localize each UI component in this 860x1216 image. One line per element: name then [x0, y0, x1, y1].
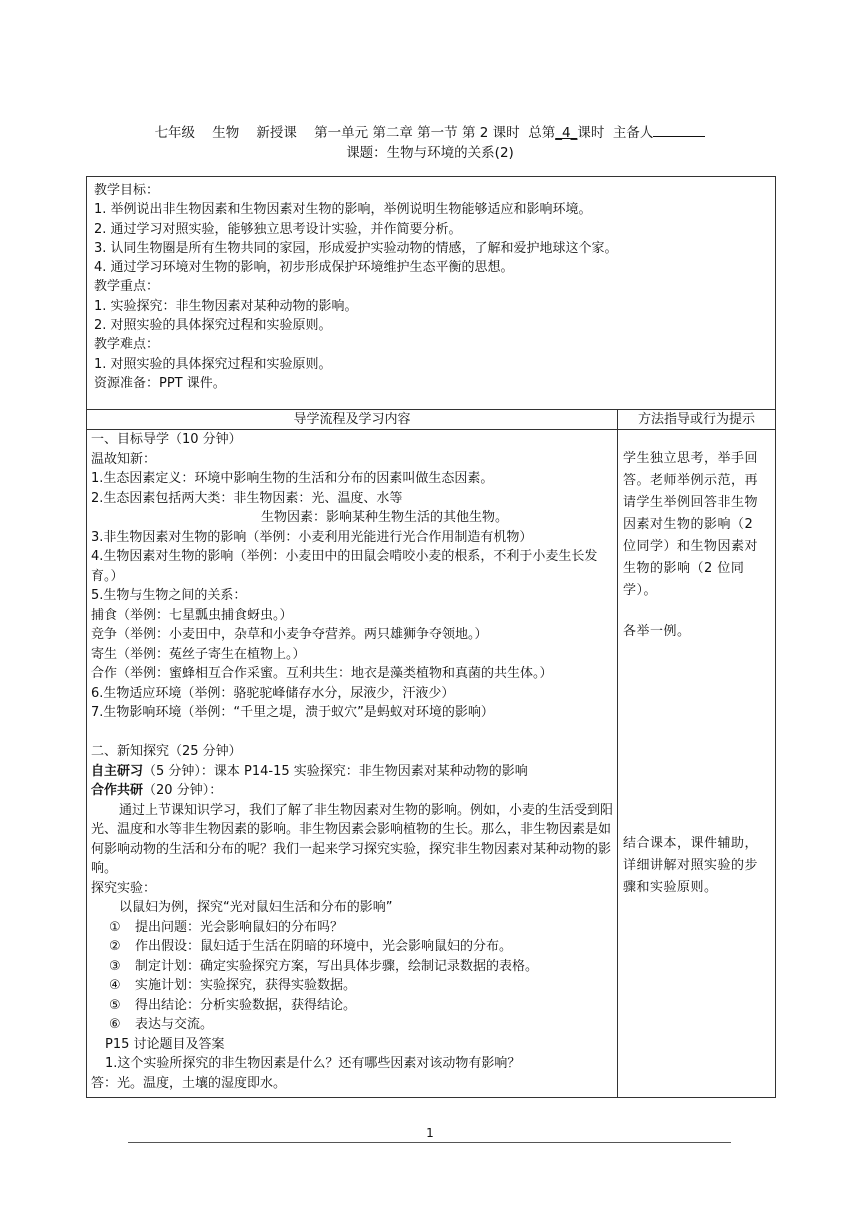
- question: 1.这个实验所探究的非生物因素是什么？还有哪些因素对该动物有影响？: [105, 1056, 521, 1071]
- difficulty-item: 1. 对照实验的具体探究过程和实验原则。: [94, 356, 332, 372]
- content-line: 3.非生物因素对生物的影响（举例：小麦利用光能进行光合作用制造有机物）: [91, 529, 533, 545]
- goals-heading: 教学目标：: [94, 183, 160, 198]
- experiment-heading: 探究实验：: [91, 880, 157, 896]
- column-header-guidance: 方法指导或行为提示: [618, 410, 775, 430]
- page-number: 1: [426, 1126, 434, 1140]
- content-cell: [87, 430, 618, 1097]
- goal-item: 2. 通过学习对照实验，能够独立思考设计实验，并作简要分析。: [94, 221, 462, 237]
- guidance-note-3: 结合课本，课件辅助，详细讲解对照实验的步骤和实验原则。: [623, 836, 759, 895]
- content-line: 1.生态因素定义：环境中影响生物的生活和分布的因素叫做生态因素。: [91, 471, 494, 486]
- experiment-step: ⑥ 表达与交流。: [109, 1017, 214, 1032]
- section2-heading: 二、新知探究（25 分钟）: [91, 744, 242, 759]
- discussion-heading: P15 讨论题目及答案: [105, 1036, 225, 1052]
- goals-cell: [87, 177, 775, 410]
- guidance-note-1: 学生独立思考，举手回答。老师举例示范，再请学生举例回答非生物因素对生物的影响（2 位同学）和生物因素对生物的影响（2 位同学）。: [623, 451, 759, 598]
- resources: 资源准备：PPT 课件。: [94, 375, 226, 391]
- spacer: [91, 723, 613, 743]
- goal-item: 1. 举例说出非生物因素和生物因素对生物的影响，举例说明生物能够适应和影响环境。: [94, 202, 592, 218]
- experiment-step: ③ 制定计划：确定实验探究方案，写出具体步骤，绘制记录数据的表格。: [109, 958, 539, 974]
- experiment-step: ⑤ 得出结论：分析实验数据，获得结论。: [109, 997, 357, 1013]
- experiment-step: ④ 实施计划：实验探究，获得实验数据。: [109, 978, 357, 993]
- total-prefix: 总第: [528, 125, 556, 141]
- goal-item: 4. 通过学习环境对生物的影响，初步形成保护环境维护生态平衡的思想。: [94, 260, 514, 276]
- guidance-note-2: 各举一例。: [623, 624, 691, 639]
- content-line: 5.生物与生物之间的关系：: [91, 588, 247, 603]
- course-type: 新授课: [256, 125, 297, 141]
- total-suffix: 课时: [577, 125, 605, 141]
- content-line: 寄生（举例：菟丝子寄生在植物上。）: [91, 646, 306, 662]
- lesson-title: 课题：生物与环境的关系(2): [346, 145, 514, 161]
- content-line: 6.生物适应环境（举例：骆驼驼峰储存水分，尿液少，汗液少）: [91, 685, 455, 701]
- intro-paragraph: 通过上节课知识学习，我们了解了非生物因素对生物的影响。例如，小麦的生活受到阳光、温度和水等非生物因素的影响。非生物因素会影响植物的生长。那么，非生物因素是如何影响动物的生活和分布的呢？我们一起来学习探究实验，探究非生物因素对某种动物的影响。: [91, 802, 614, 876]
- content-line: 4.生物因素对生物的影响（举例：小麦田中的田鼠会啃咬小麦的根系，不利于小麦生长发育。）: [91, 549, 598, 584]
- section: 第一节: [417, 125, 458, 141]
- key-heading: 教学重点：: [94, 279, 160, 295]
- lesson-table: [86, 176, 776, 1098]
- content-line: 合作（举例：蜜蜂相互合作采蜜。互利共生：地衣是藻类植物和真菌的共生体。）: [91, 666, 553, 681]
- review-label: 温故知新：: [91, 451, 157, 467]
- difficulty-heading: 教学难点：: [94, 337, 160, 353]
- subject: 生物: [212, 125, 240, 141]
- content-line: 7.生物影响环境（举例：“千里之堤，溃于蚁穴”是蚂蚁对环境的影响）: [91, 705, 494, 720]
- section1-heading: 一、目标导学（10 分钟）: [91, 432, 242, 447]
- experiment-intro: 以鼠妇为例，探究“光对鼠妇生活和分布的影响”: [119, 900, 393, 915]
- experiment-step: ① 提出问题：光会影响鼠妇的分布吗？: [109, 919, 344, 935]
- header-line: [0, 124, 860, 142]
- content-line: 生物因素：影响某种生物生活的其他生物。: [261, 510, 509, 525]
- preparer-blank: [653, 124, 705, 137]
- content-line: 2.生态因素包括两大类：非生物因素：光、温度、水等: [91, 490, 403, 506]
- chapter: 第二章: [372, 125, 413, 141]
- goal-item: 3. 认同生物圈是所有生物共同的家园，形成爱护实验动物的情感，了解和爱护地球这个家。: [94, 240, 618, 256]
- preparer-label: 主备人: [612, 125, 654, 141]
- unit: 第一单元: [314, 125, 369, 141]
- answer: 答：光。温度，土壤的湿度即水。: [91, 1075, 287, 1091]
- key-item: 2. 对照实验的具体探究过程和实验原则。: [94, 318, 332, 334]
- footer-rule: [128, 1142, 731, 1143]
- content-line: 竞争（举例：小麦田中，杂草和小麦争夺营养。两只雄狮争夺领地。）: [91, 627, 488, 642]
- grade: 七年级: [154, 125, 196, 141]
- column-header-content: 导学流程及学习内容: [87, 410, 618, 430]
- period: 第 2 课时: [461, 125, 520, 141]
- coop-line: 合作共研（20 分钟）：: [91, 783, 223, 798]
- content-line: 捕食（举例：七星瓢虫捕食蚜虫。）: [91, 607, 293, 623]
- total-num: _4_: [555, 125, 578, 141]
- key-item: 1. 实验探究：非生物因素对某种动物的影响。: [94, 298, 358, 314]
- experiment-step: ② 作出假设：鼠妇适于生活在阴暗的环境中，光会影响鼠妇的分布。: [109, 939, 513, 954]
- self-study-line: 自主研习（5 分钟）：课本 P14-15 实验探究：非生物因素对某种动物的影响: [91, 763, 528, 779]
